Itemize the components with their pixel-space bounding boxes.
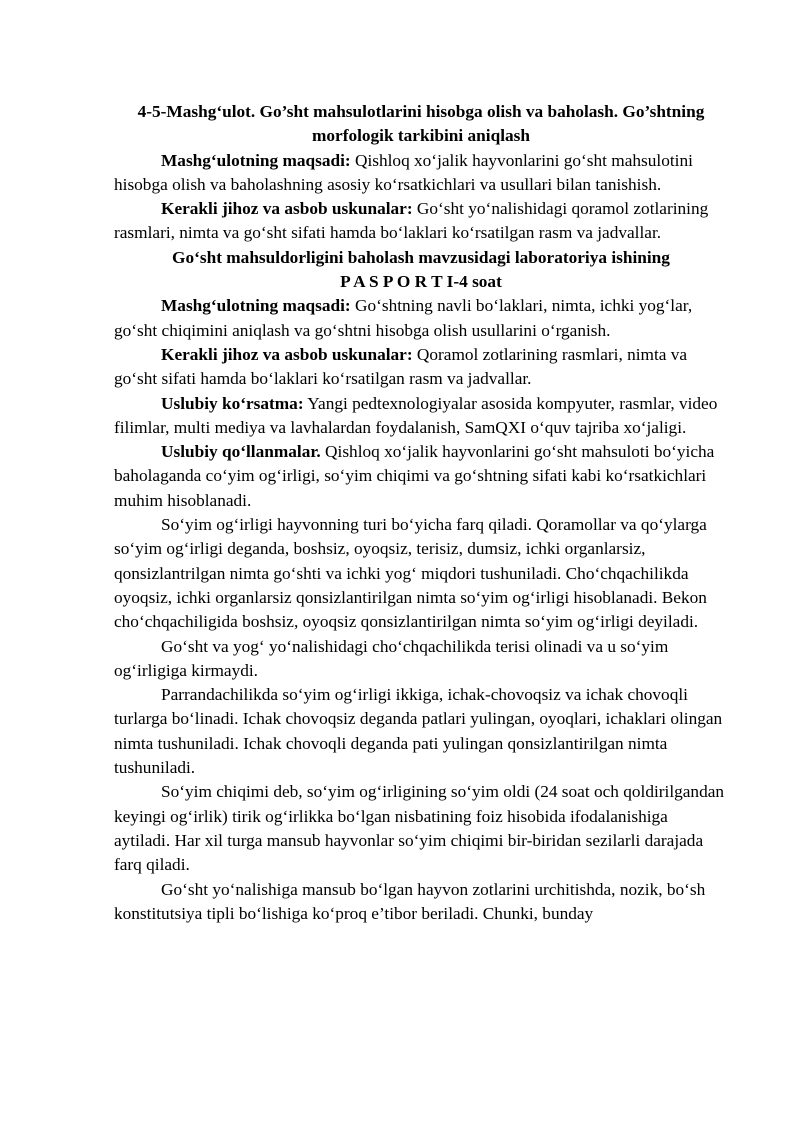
paragraph-equipment-2 [114, 343, 728, 392]
paragraph-text: Go‘shtning navli bo‘laklari, nimta, ichki yog‘lar, go‘sht chiqimini aniqlash va go‘shtni hisobga olish usullarini o‘rganish. [114, 296, 693, 340]
paragraph-method-guide [114, 440, 728, 513]
paragraph-text: Yangi pedtexnologiyalar asosida kompyuter, rasmlar, video filimlar, multi mediya va lavhalardan foydalanish, SamQXI o‘quv tajriba xo‘jaligi. [114, 393, 718, 437]
paragraph-text: Qishloq xo‘jalik hayvonlarini go‘sht mahsulotini hisobga olish va baholashning asosiy ko‘rsatkichlari va usullari bilan tanishish. [114, 150, 693, 194]
paragraph-text: Qoramol zotlarining rasmlari, nimta va go‘sht sifati hamda bo‘laklari ko‘rsatilgan rasm va jadvallar. [114, 344, 688, 389]
paragraph-label: Kerakli jihoz va asbob uskunalar: [161, 344, 413, 364]
paragraph-text: Qishloq xo‘jalik hayvonlarini go‘sht mahsuloti bo‘yicha baholaganda co‘yim og‘irligi, so‘yim chiqimi va go‘shtning sifati kabi ko‘rsatkichlari muhim hisoblanadi. [114, 442, 715, 510]
paragraph-equipment [114, 197, 728, 246]
paragraph-text: Go‘sht yo‘nalishidagi qoramol zotlarining rasmlari, nimta va go‘sht sifati hamda bo‘laklari ko‘rsatilgan rasm va jadvallar. [114, 199, 709, 243]
paragraph-label: Mashg‘ulotning maqsadi: [161, 296, 351, 316]
paragraph-meat-breeds: Go‘sht yo‘nalishiga mansub bo‘lgan hayvon zotlarini urchitishda, nozik, bo‘sh konstitutsiya tipli bo‘lishiga ko‘proq e’tibor beriladi. Chunki, bunday [114, 879, 706, 923]
paragraph-label: Kerakli jihoz va asbob uskunalar: [161, 199, 413, 219]
section-heading-line1: Go‘sht mahsuldorligini baholash mavzusidagi laboratoriya ishining [172, 247, 670, 267]
paragraph-method-instruction [114, 392, 728, 441]
paragraph-slaughter-yield: So‘yim chiqimi deb, so‘yim og‘irligining so‘yim oldi (24 soat och qoldirilgandan keyingi og‘irlik) tirik og‘irlikka bo‘lgan nisbatining foiz hisobida ifodalanishiga aytiladi. Har xil turga mansub hayvonlar so‘yim chiqimi bir-biridan sezilarli darajada farq qiladi. [114, 782, 725, 875]
page-title: 4-5-Mashg‘ulot. Go’sht mahsulotlarini hisobga olish va baholash. Go’shtning morfologik tarkibini aniqlash [137, 102, 705, 146]
paragraph-goal [114, 149, 728, 198]
paragraph-poultry: Parrandachilikda so‘yim og‘irligi ikkiga, ichak-chovoqsiz va ichak chovoqli turlarga bo‘linadi. Ichak chovoqsiz deganda patlari yulingan, oyoqlari, ichaklari olingan nimta tushuniladi. Ichak chovoqli deganda pati yulingan qonsizlantirilgan nimta tushuniladi. [114, 685, 723, 778]
section-heading-line2: P A S P O R T I-4 soat [340, 272, 502, 292]
paragraph-slaughter-weight: So‘yim og‘irligi hayvonning turi bo‘yicha farq qiladi. Qoramollar va qo‘ylarga so‘yim og‘irligi deganda, boshsiz, oyoqsiz, terisiz, dumsiz, ichki organlarsiz, qonsizlantrilgan nimta go‘shti va ichki yog‘ miqdori tushuniladi. Cho‘chqachilikda oyoqsiz, ichki organlarsiz qonsizlantirilgan nimta so‘yim og‘irligi hisoblanadi. Bekon cho‘chqachiligida boshsiz, oyoqsiz qonsizlantirilgan nimta so‘yim og‘irligi deyiladi. [114, 515, 707, 632]
paragraph-label: Mashg‘ulotning maqsadi: [161, 150, 351, 170]
paragraph-goal-2 [114, 294, 728, 343]
paragraph-label: Uslubiy ko‘rsatma: [161, 393, 304, 413]
paragraph-pig-skin: Go‘sht va yog‘ yo‘nalishidagi cho‘chqachilikda terisi olinadi va u so‘yim og‘irligiga kirmaydi. [114, 636, 669, 680]
paragraph-label: Uslubiy qo‘llanmalar. [161, 442, 321, 462]
